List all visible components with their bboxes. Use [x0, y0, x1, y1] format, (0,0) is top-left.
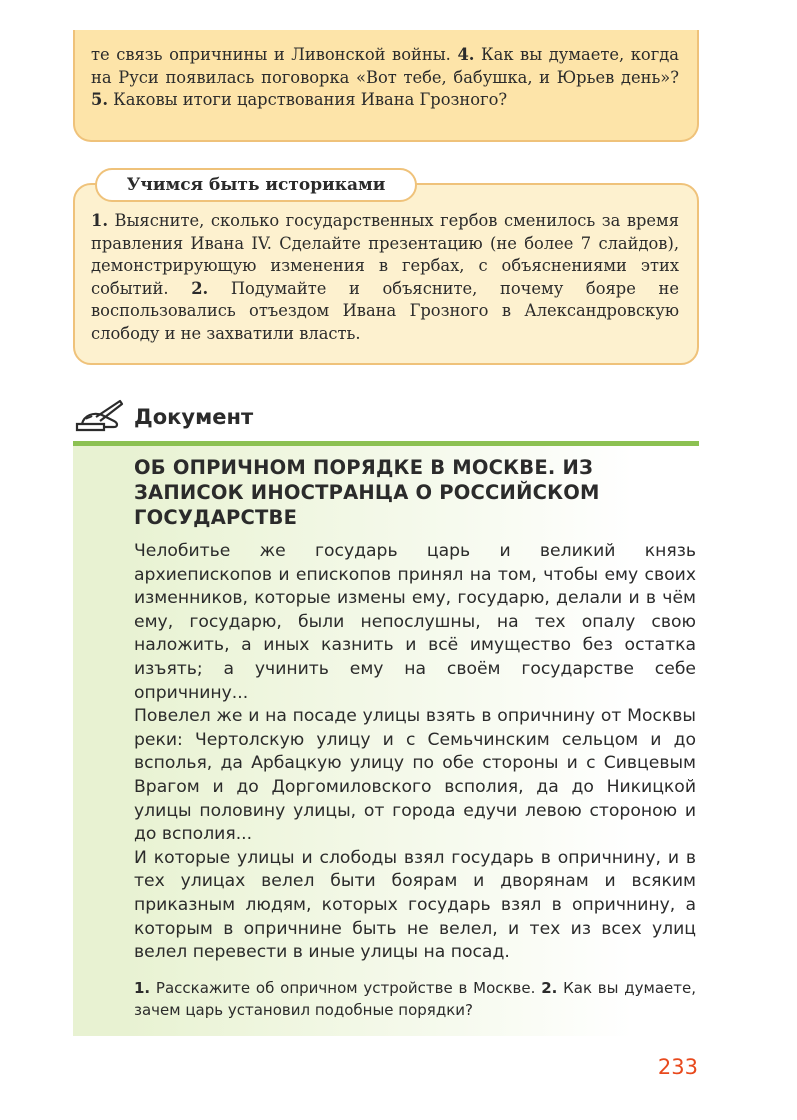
- document-heading: ОБ ОПРИЧНОМ ПОРЯДКЕ В МОСКВЕ. ИЗ ЗАПИСОК ИНОСТРАНЦА О РОССИЙСКОМ ГОСУДАРСТВЕ: [134, 456, 600, 529]
- question-number: 4.: [457, 45, 475, 64]
- question-text: те связь опричнины и Ливонской войны.: [91, 45, 458, 64]
- question-text: Расскажите об опричном устройстве в Москве.: [150, 978, 542, 997]
- question-text: Как вы думаете, когда на Руси появилась поговорка «Вот тебе, бабушка, и Юрьев день»?: [91, 45, 679, 87]
- page-number: 233: [657, 1055, 698, 1079]
- question-text: Каковы итоги царствования Ивана Грозного?: [108, 90, 508, 109]
- document-divider: [73, 441, 699, 446]
- document-paragraph: Повелел же и на посаде улицы взять в опричнину от Москвы реки: Чертолскую улицу и с Семьчинским сельцом и до всполья, да Арбацкую улицу по обе стороны и с Сивцевым Врагом и до Доргомиловского всполия, да до Никицкой улицы половину улицы, от города едучи левою стороною и до всполия...: [134, 706, 696, 845]
- document-content: [134, 455, 696, 1021]
- question-number: 1.: [134, 978, 151, 997]
- question-number: 2.: [541, 978, 558, 997]
- document-paragraph: Челобитье же государь царь и великий князь архиепископов и епископов принял на том, чтобы ему своих изменников, которые измены ему, государю, делали и в чём ему, государю, были непослушны, на тех опалу свою наложить, а иных казнить и всё имущество без остатка изъять; а учинить ему на своём государстве себе опричнину...: [134, 541, 696, 703]
- review-questions-box: [73, 30, 699, 142]
- task-number: 2.: [191, 278, 209, 298]
- document-questions: [134, 977, 696, 1021]
- historians-task-box: [73, 183, 699, 365]
- document-paragraph: И которые улицы и слободы взял государь в опричнину, и в тех улицах велел быти боярам и дворянам и всяким приказным людям, которых государь взял в опричнину, а которым в опричнине быть не велел, и тех из всех улиц велел перевести в иные улицы на посад.: [134, 847, 696, 963]
- task-text: Выясните, сколько государственных гербов сменилось за время правления Ивана IV. Сделайте презентацию (не более 7 слайдов), демонстрирующую изменения в гербах, с объяснениями этих событий.: [91, 211, 679, 298]
- question-number: 5.: [91, 90, 108, 109]
- historians-title-tab: Учимся быть историками: [95, 168, 417, 202]
- task-text: Подумайте и объясните, почему бояре не воспользовались отъездом Ивана Грозного в Александровскую слободу и не захватили власть.: [91, 278, 679, 343]
- question-text: Как вы думаете, зачем царь установил подобные порядки?: [134, 978, 696, 1019]
- task-number: 1.: [91, 211, 108, 230]
- document-label: Документ: [134, 405, 254, 429]
- document-hand-writing-icon: [74, 397, 124, 437]
